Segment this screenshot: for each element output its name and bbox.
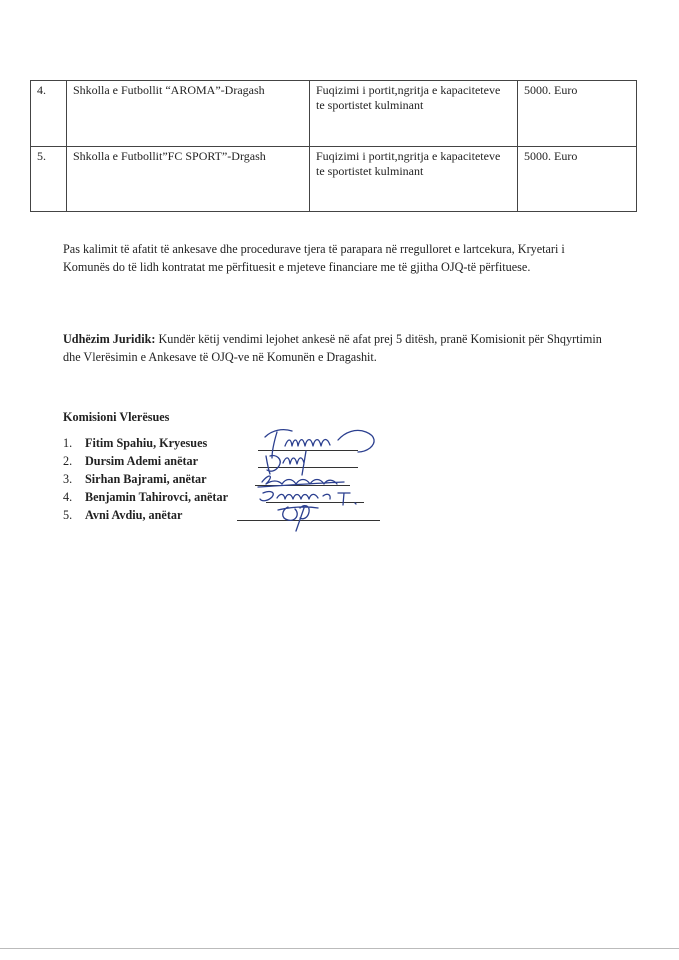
- signature-1: [265, 430, 374, 458]
- grants-table: [30, 80, 637, 212]
- signature-line: [258, 467, 358, 468]
- legal-instruction-text: Kundër këtij vendimi lejohet ankesë në afat prej 5 ditësh, pranë Komisionit për Shqyrtimin dhe Vlerësimin e Ankesave të OJQ-ve në Komunën e Dragashit.: [63, 332, 602, 364]
- table-row: [31, 147, 637, 212]
- row-number: 5.: [31, 147, 67, 212]
- purpose-cell: Fuqizimi i portit,ngritja e kapaciteteve te sportistet kulminant: [310, 81, 518, 147]
- footer-divider: [0, 948, 679, 949]
- member-number: 3.: [63, 472, 73, 486]
- amount-cell: 5000. Euro: [518, 81, 637, 147]
- member-name: Benjamin Tahirovci, anëtar: [85, 490, 228, 504]
- purpose-cell: Fuqizimi i portit,ngritja e kapaciteteve te sportistet kulminant: [310, 147, 518, 212]
- member-name: Sirhan Bajrami, anëtar: [85, 472, 207, 486]
- list-item: [63, 488, 228, 506]
- member-number: 5.: [63, 508, 73, 522]
- list-item: [63, 434, 228, 452]
- commission-members-list: [63, 434, 228, 524]
- signature-2: [266, 451, 306, 475]
- signature-line: [258, 450, 358, 451]
- legal-instruction-label: Udhëzim Juridik:: [63, 332, 156, 346]
- legal-instruction-paragraph: [63, 330, 603, 366]
- signature-line: [237, 520, 380, 521]
- contract-paragraph: Pas kalimit të afatit të ankesave dhe procedurave tjera të parapara në rregulloret e lartcekura, Kryetari i Komunës do të lidh kontratat me përfituesit e mjeteve financiare me të gjitha OJQ-të përfituese.: [63, 242, 565, 274]
- amount-cell: 5000. Euro: [518, 147, 637, 212]
- signature-5: [278, 506, 318, 531]
- commission-title: Komisioni Vlerësues: [63, 410, 170, 424]
- row-number: 4.: [31, 81, 67, 147]
- organization-cell: Shkolla e Futbollit”FC SPORT”-Drgash: [67, 147, 310, 212]
- list-item: [63, 452, 228, 470]
- member-number: 2.: [63, 454, 73, 468]
- member-number: 4.: [63, 490, 73, 504]
- table-row: [31, 81, 637, 147]
- member-name: Fitim Spahiu, Kryesues: [85, 436, 208, 450]
- list-item: [63, 470, 228, 488]
- member-name: Dursim Ademi anëtar: [85, 454, 199, 468]
- member-number: 1.: [63, 436, 73, 450]
- organization-cell: Shkolla e Futbollit “AROMA”-Dragash: [67, 81, 310, 147]
- signature-line: [255, 485, 350, 486]
- list-item: [63, 506, 228, 524]
- signature-line: [266, 502, 364, 503]
- member-name: Avni Avdiu, anëtar: [85, 508, 183, 522]
